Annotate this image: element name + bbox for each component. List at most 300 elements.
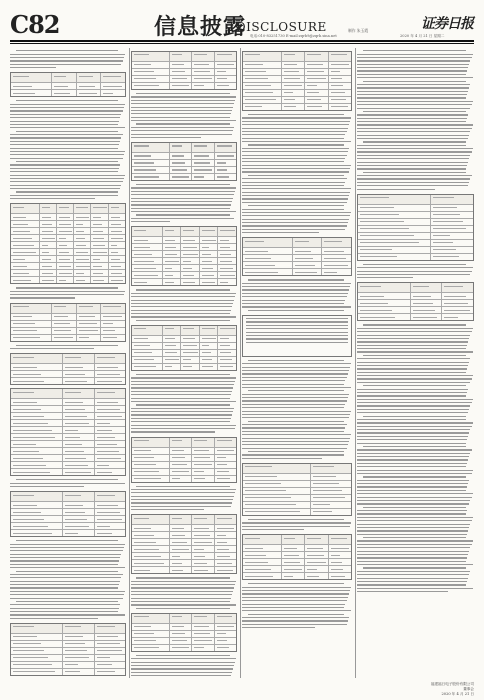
cell-stroke — [217, 169, 228, 170]
cell-stroke — [65, 381, 87, 382]
table-cell — [11, 214, 40, 220]
cell-stroke — [194, 528, 209, 529]
table-cell — [11, 399, 63, 405]
cell-stroke — [360, 256, 397, 257]
table-cell — [215, 553, 236, 559]
text-line — [242, 363, 351, 364]
text-line — [10, 547, 124, 548]
table-cell — [200, 251, 219, 257]
cell-stroke — [245, 466, 272, 467]
cell-stroke — [97, 416, 122, 417]
table-cell — [170, 462, 192, 468]
text-line — [10, 67, 56, 68]
text-line — [357, 551, 469, 552]
text-line — [131, 489, 236, 490]
cell-stroke — [134, 352, 152, 353]
cell-stroke — [245, 265, 275, 266]
table-cell — [132, 631, 170, 637]
cell-stroke — [76, 238, 85, 239]
cell-stroke — [93, 217, 100, 218]
table-row — [132, 227, 236, 237]
text-block — [131, 184, 237, 222]
cell-stroke — [194, 616, 207, 617]
cell-stroke — [313, 504, 329, 505]
table-cell — [200, 279, 219, 285]
text-line — [357, 128, 472, 129]
table-row — [132, 560, 236, 567]
table-cell — [163, 326, 182, 335]
text-line — [242, 195, 349, 196]
text-line — [242, 384, 344, 385]
text-line — [10, 137, 121, 138]
text-line — [10, 164, 120, 165]
cell-stroke — [172, 471, 189, 472]
table-cell — [95, 641, 125, 647]
cell-stroke — [307, 85, 317, 86]
table-cell — [57, 270, 74, 276]
cell-stroke — [245, 511, 300, 512]
text-line — [248, 519, 345, 520]
table-cell — [63, 523, 94, 529]
cell-stroke — [93, 266, 101, 267]
cell-stroke — [165, 282, 175, 283]
table-cell — [74, 228, 91, 234]
text-line — [357, 466, 466, 467]
table-cell — [11, 204, 40, 213]
text-line — [242, 293, 348, 294]
cell-stroke — [413, 303, 433, 304]
cell-stroke — [13, 458, 43, 459]
cell-stroke — [220, 328, 235, 329]
table-cell — [11, 434, 63, 440]
cell-stroke — [42, 280, 54, 281]
table-row — [11, 235, 125, 242]
table-cell — [52, 73, 77, 82]
cell-stroke — [111, 280, 123, 281]
text-line — [10, 121, 119, 122]
table-cell — [57, 228, 74, 234]
text-line — [357, 64, 469, 65]
cell-stroke — [134, 247, 150, 248]
text-line — [246, 318, 348, 319]
cell-stroke — [59, 238, 66, 239]
table-cell — [322, 238, 351, 247]
cell-stroke — [245, 258, 271, 259]
table-cell — [95, 530, 125, 536]
cell-stroke — [413, 317, 437, 318]
text-line — [242, 215, 350, 216]
data-table — [357, 282, 474, 321]
text-line — [357, 530, 468, 531]
cell-stroke — [194, 647, 204, 648]
cell-stroke — [93, 231, 103, 232]
cell-stroke — [433, 214, 460, 215]
text-line — [136, 486, 229, 487]
table-cell — [132, 52, 170, 61]
cell-stroke — [76, 217, 89, 218]
text-line — [10, 348, 94, 349]
table-cell — [132, 638, 170, 644]
cell-stroke — [13, 252, 36, 253]
text-line — [136, 608, 229, 609]
table-cell — [215, 62, 236, 68]
table-cell — [77, 321, 102, 327]
text-line — [357, 331, 472, 332]
table-cell — [63, 662, 94, 668]
table-cell — [11, 406, 63, 412]
text-line — [131, 594, 232, 595]
cell-stroke — [360, 228, 409, 229]
cell-stroke — [202, 338, 216, 339]
table-row — [243, 495, 351, 502]
text-line — [10, 581, 120, 582]
table-cell — [11, 73, 52, 82]
table-cell — [215, 539, 236, 545]
table-row — [243, 535, 351, 545]
table-cell — [181, 350, 200, 356]
text-line — [10, 614, 125, 615]
data-table — [131, 325, 237, 371]
cell-stroke — [220, 345, 229, 346]
table-cell — [181, 364, 200, 370]
column-1 — [10, 48, 126, 678]
cell-stroke — [111, 273, 122, 274]
table-cell — [243, 62, 282, 68]
table-cell — [11, 277, 40, 283]
text-block — [10, 345, 126, 350]
cell-stroke — [165, 268, 172, 269]
cell-stroke — [134, 535, 154, 536]
table-cell — [109, 277, 125, 283]
text-line — [357, 547, 470, 548]
table-cell — [358, 212, 431, 218]
table-cell — [132, 83, 170, 89]
cell-stroke — [194, 542, 212, 543]
cell-stroke — [172, 71, 186, 72]
cell-stroke — [324, 258, 346, 259]
table-cell — [243, 545, 282, 551]
cell-stroke — [172, 78, 187, 79]
table-cell — [63, 420, 94, 426]
data-table — [10, 72, 126, 97]
table-cell — [109, 263, 125, 269]
text-line — [357, 399, 473, 400]
table-cell — [218, 350, 236, 356]
text-line — [10, 294, 124, 295]
text-line — [131, 120, 236, 121]
cell-stroke — [13, 451, 39, 452]
cell-stroke — [245, 562, 268, 563]
text-line — [242, 182, 345, 183]
table-cell — [243, 52, 282, 61]
table-cell — [40, 277, 57, 283]
text-line — [242, 394, 349, 395]
text-line — [357, 341, 468, 342]
cell-stroke — [79, 337, 90, 338]
table-row — [11, 413, 125, 420]
cell-stroke — [295, 241, 310, 242]
text-line — [136, 184, 229, 185]
table-cell — [192, 174, 214, 180]
cell-stroke — [97, 671, 115, 672]
text-line — [16, 287, 118, 288]
cell-stroke — [65, 458, 86, 459]
cell-stroke — [97, 465, 110, 466]
table-cell — [215, 438, 236, 447]
table-cell — [311, 495, 351, 501]
table-cell — [132, 76, 170, 82]
cell-stroke — [79, 86, 95, 87]
text-line — [242, 128, 348, 129]
text-block — [242, 114, 352, 233]
table-row — [132, 546, 236, 553]
table-cell — [215, 69, 236, 75]
text-line — [242, 138, 344, 139]
table-cell — [311, 474, 351, 480]
cell-stroke — [284, 71, 299, 72]
cell-stroke — [79, 306, 94, 307]
text-line — [131, 587, 234, 588]
text-line — [363, 385, 466, 386]
text-line — [248, 360, 345, 361]
table-cell — [282, 69, 305, 75]
table-cell — [74, 249, 91, 255]
table-cell — [95, 634, 125, 640]
table-cell — [63, 492, 94, 501]
column-2 — [131, 48, 237, 678]
table-cell — [170, 525, 192, 531]
text-line — [131, 672, 232, 673]
cell-stroke — [194, 471, 204, 472]
table-row — [11, 662, 125, 669]
table-cell — [192, 624, 214, 630]
cell-stroke — [13, 231, 30, 232]
table-row — [11, 648, 125, 655]
table-cell — [91, 249, 108, 255]
table-cell — [95, 371, 125, 377]
cell-stroke — [194, 535, 210, 536]
text-line — [357, 274, 470, 275]
table-cell — [40, 249, 57, 255]
text-line — [357, 70, 467, 71]
text-line — [136, 214, 229, 215]
text-line — [131, 492, 235, 493]
text-line — [136, 123, 229, 124]
text-line — [357, 124, 473, 125]
text-line — [242, 370, 349, 371]
page-number: C82 — [10, 10, 60, 39]
cell-stroke — [433, 256, 459, 257]
text-line — [242, 232, 319, 233]
table-cell — [11, 509, 63, 515]
cell-stroke — [13, 224, 28, 225]
table-row — [11, 378, 125, 384]
table-cell — [74, 263, 91, 269]
text-line — [357, 588, 473, 589]
table-row — [11, 509, 125, 516]
cell-stroke — [194, 556, 205, 557]
cell-stroke — [97, 367, 118, 368]
cell-stroke — [202, 254, 211, 255]
table-cell — [11, 321, 52, 327]
table-cell — [95, 669, 125, 675]
cell-stroke — [307, 106, 322, 107]
table-cell — [200, 364, 219, 370]
table-row — [358, 205, 473, 212]
cell-stroke — [54, 330, 71, 331]
text-line — [357, 571, 470, 572]
table-cell — [95, 413, 125, 419]
text-line — [357, 540, 473, 541]
table-row — [132, 326, 236, 336]
text-line — [10, 608, 119, 609]
table-cell — [200, 336, 219, 342]
cell-stroke — [331, 569, 344, 570]
table-row — [132, 167, 236, 174]
data-table — [10, 303, 126, 342]
text-line — [357, 328, 473, 329]
table-cell — [192, 546, 214, 552]
table-cell — [91, 263, 108, 269]
cell-stroke — [183, 328, 194, 329]
table-row — [11, 228, 125, 235]
text-line — [248, 583, 345, 584]
text-line — [357, 101, 473, 102]
cell-stroke — [13, 93, 35, 94]
cell-stroke — [194, 440, 207, 441]
table-cell — [11, 221, 40, 227]
table-cell — [215, 143, 236, 152]
table-row — [132, 515, 236, 525]
cell-stroke — [134, 450, 151, 451]
table-cell — [329, 545, 351, 551]
table-cell — [218, 364, 236, 370]
cell-stroke — [172, 542, 187, 543]
text-line — [131, 591, 233, 592]
text-line — [10, 198, 95, 199]
text-line — [363, 264, 466, 265]
column-separator — [355, 48, 356, 678]
table-cell — [40, 214, 57, 220]
text-line — [357, 480, 469, 481]
table-cell — [431, 226, 473, 232]
cell-stroke — [284, 85, 302, 86]
text-line — [131, 398, 230, 399]
table-cell — [293, 262, 323, 268]
section-title: 信息披露 — [154, 14, 247, 40]
table-cell — [293, 248, 323, 254]
cell-stroke — [65, 374, 85, 375]
notice-footer — [410, 682, 474, 697]
cell-stroke — [245, 78, 268, 79]
table-cell — [282, 573, 305, 579]
cell-stroke — [245, 64, 263, 65]
cell-stroke — [111, 259, 120, 260]
table-cell — [215, 455, 236, 461]
table-cell — [192, 83, 214, 89]
cell-stroke — [194, 563, 207, 564]
text-line — [16, 131, 118, 132]
table-row — [11, 441, 125, 448]
table-row — [11, 523, 125, 530]
data-table — [357, 194, 474, 261]
table-cell — [293, 269, 323, 275]
table-cell — [305, 566, 328, 572]
cell-stroke — [93, 245, 105, 246]
table-cell — [95, 420, 125, 426]
table-cell — [132, 515, 170, 524]
text-line — [10, 60, 123, 61]
cell-stroke — [65, 626, 80, 627]
cell-stroke — [13, 207, 24, 208]
text-line — [242, 427, 345, 428]
table-cell — [101, 335, 125, 341]
table-cell — [11, 648, 63, 654]
table-cell — [181, 251, 200, 257]
table-cell — [11, 270, 40, 276]
cell-stroke — [172, 616, 183, 617]
table-cell — [11, 669, 63, 675]
table-cell — [192, 448, 214, 454]
table-cell — [282, 545, 305, 551]
table-cell — [170, 438, 192, 447]
footer-board: 董事会 — [463, 687, 474, 691]
table-cell — [170, 631, 192, 637]
table-row — [11, 624, 125, 634]
cell-stroke — [54, 323, 69, 324]
text-line — [10, 574, 123, 575]
table-cell — [282, 552, 305, 558]
text-line — [131, 218, 234, 219]
text-block — [10, 100, 126, 199]
text-line — [10, 550, 123, 551]
cell-stroke — [220, 247, 229, 248]
cell-stroke — [324, 272, 337, 273]
cell-stroke — [307, 92, 319, 93]
cell-stroke — [13, 280, 31, 281]
text-line — [10, 64, 121, 65]
table-row — [132, 350, 236, 357]
cell-stroke — [183, 338, 195, 339]
table-cell — [163, 227, 182, 236]
cell-stroke — [295, 265, 316, 266]
data-table — [131, 51, 237, 90]
table-cell — [74, 277, 91, 283]
text-line — [363, 141, 466, 142]
cell-stroke — [165, 247, 176, 248]
table-cell — [95, 662, 125, 668]
table-cell — [132, 476, 170, 482]
table-cell — [109, 249, 125, 255]
table-cell — [215, 448, 236, 454]
cell-stroke — [295, 272, 318, 273]
table-cell — [329, 104, 351, 110]
cell-stroke — [13, 357, 34, 358]
table-row — [243, 69, 351, 76]
text-line — [357, 456, 469, 457]
table-row — [243, 262, 351, 269]
table-cell — [95, 492, 125, 501]
text-line — [242, 225, 347, 226]
table-cell — [305, 62, 328, 68]
data-table — [242, 534, 352, 580]
table-row — [11, 270, 125, 277]
text-line — [242, 407, 344, 408]
table-cell — [63, 530, 94, 536]
table-cell — [63, 655, 94, 661]
cell-stroke — [59, 252, 69, 253]
text-line — [357, 57, 472, 58]
